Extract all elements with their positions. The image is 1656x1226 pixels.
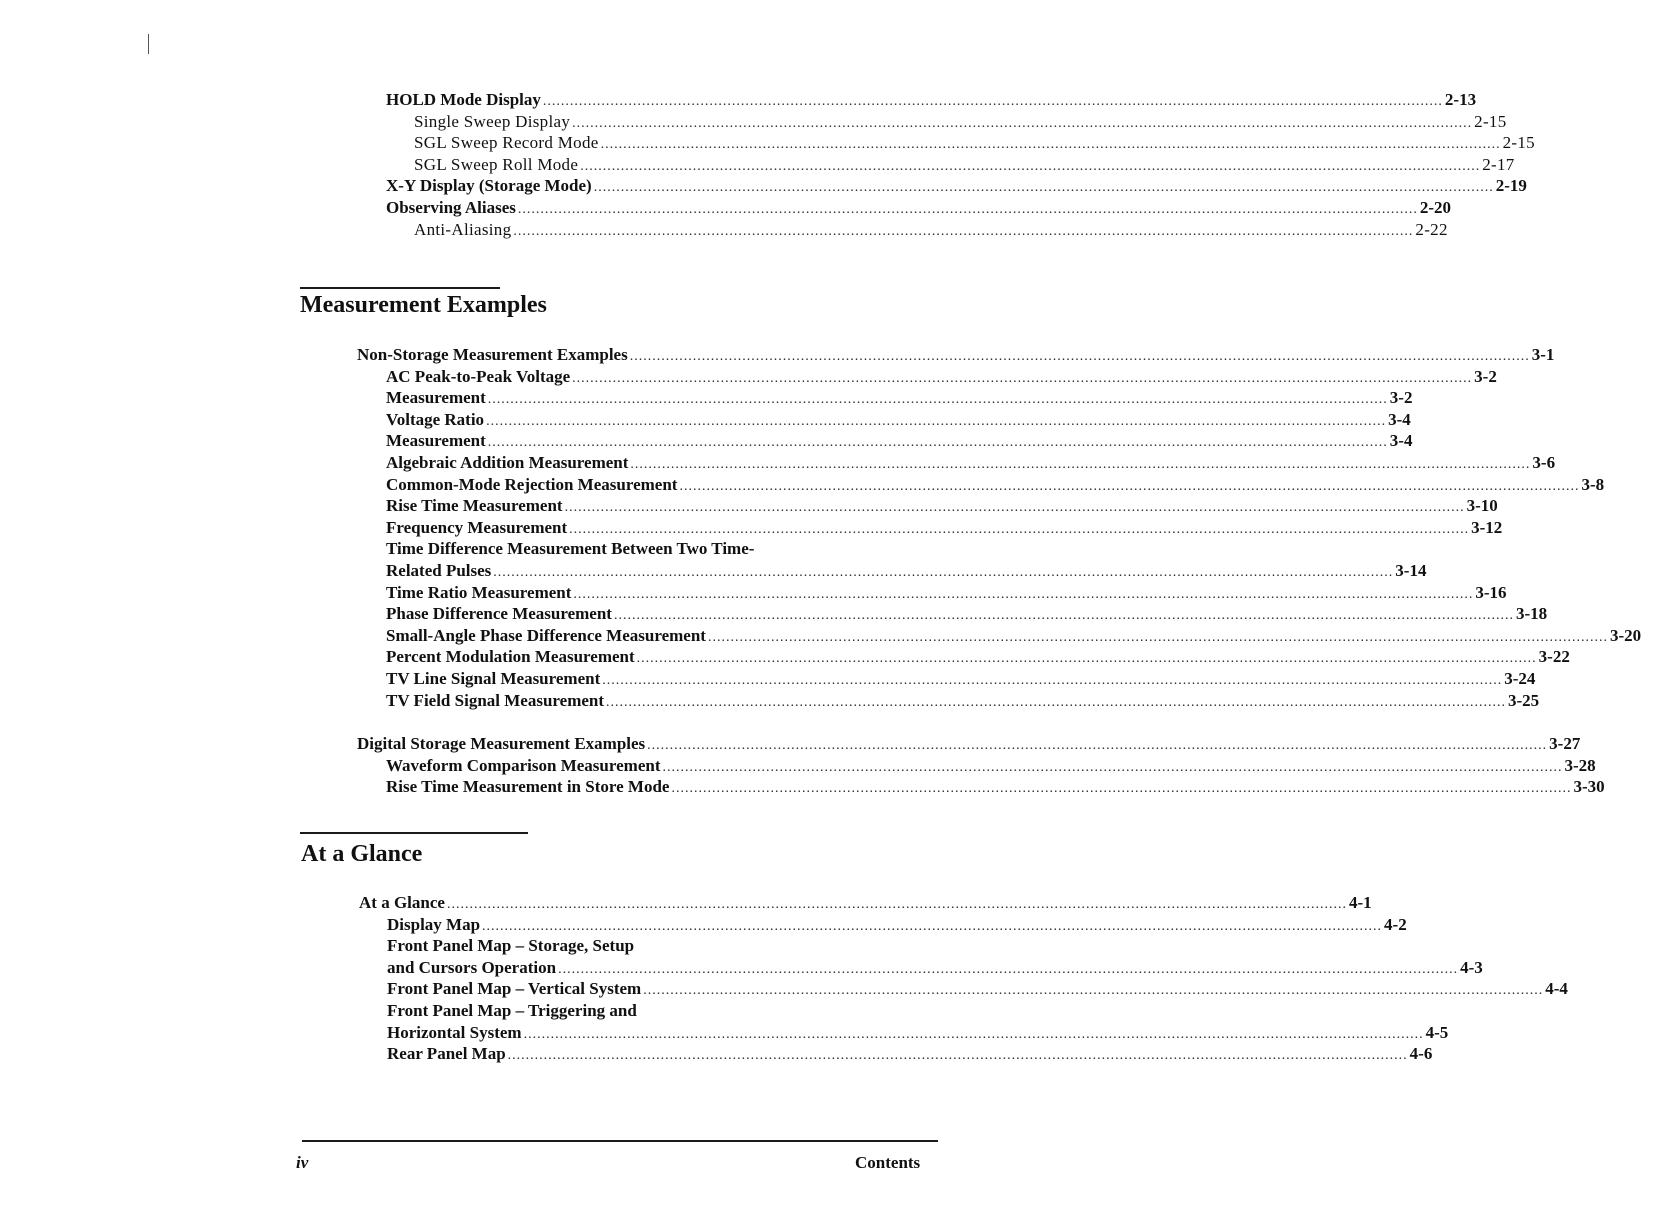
section-rule-measurement (300, 287, 500, 289)
toc-entry[interactable] (386, 132, 1535, 154)
toc-entry-title: SGL Sweep Record Mode (414, 133, 599, 153)
toc-entry-page: 4-5 (1425, 1022, 1449, 1042)
toc-entry-title: HOLD Mode Display (386, 90, 541, 109)
toc-entry[interactable] (359, 957, 1483, 979)
dot-leader: ........................................................................................................................................................................................................ (679, 478, 1580, 494)
dot-leader: ........................................................................................................................................................................................................ (564, 500, 1465, 516)
toc-entry-title: Non-Storage Measurement Examples (357, 345, 628, 364)
dot-leader: ........................................................................................................................................................................................................ (487, 392, 1388, 408)
toc-entry-title: At a Glance (359, 893, 445, 912)
toc-entry[interactable] (357, 560, 1427, 582)
toc-entry-title: Phase Difference Measurement (386, 604, 612, 624)
dot-leader: ........................................................................................................................................................................................................ (647, 738, 1548, 753)
footer-page-number: iv (296, 1153, 309, 1172)
dot-leader: ........................................................................................................................................................................................................ (493, 564, 1394, 580)
toc-entry[interactable] (357, 344, 1555, 366)
toc-entry[interactable] (386, 219, 1448, 241)
toc-entry[interactable] (359, 892, 1372, 914)
toc-entry-title: Single Sweep Display (414, 111, 571, 131)
toc-entry-title: Voltage Ratio (386, 409, 485, 429)
toc-entry-page: 4-1 (1348, 893, 1372, 912)
toc-entry-title: Horizontal System (387, 1022, 522, 1042)
toc-entry-page: 2-15 (1502, 133, 1535, 153)
toc-entry[interactable] (357, 690, 1540, 712)
toc-entry[interactable] (359, 978, 1568, 1000)
toc-entry-page: 3-4 (1388, 409, 1411, 429)
toc-entry-page: 2-17 (1482, 154, 1515, 174)
dot-leader: ........................................................................................................................................................................................................ (613, 608, 1514, 624)
toc-entry-title: Time Ratio Measurement (386, 582, 572, 602)
toc-entry-page: 4-3 (1460, 957, 1483, 977)
toc-entry-title: TV Field Signal Measurement (386, 690, 605, 710)
toc-entry[interactable] (359, 1000, 866, 1022)
dot-leader: ........................................................................................................................................................................................................ (486, 413, 1387, 429)
toc-entry-title: Front Panel Map – Triggering and (387, 1000, 637, 1020)
dot-leader: ........................................................................................................................................................................................................ (523, 1026, 1424, 1042)
toc-entry-page: 3-27 (1549, 734, 1581, 753)
toc-entry-page: 2-22 (1415, 219, 1448, 239)
toc-entry[interactable] (386, 111, 1507, 133)
toc-entry-page: 3-2 (1474, 366, 1497, 386)
toc-entry-title: Observing Aliases (386, 197, 516, 217)
toc-entry-title: Percent Modulation Measurement (386, 647, 635, 667)
toc-entry-title: Rise Time Measurement (386, 496, 563, 516)
toc-entry-page: 2-13 (1444, 90, 1477, 109)
toc-entry[interactable] (357, 776, 1605, 798)
toc-entry-page: 3-14 (1395, 560, 1427, 580)
footer-rule (302, 1140, 938, 1142)
toc-entry-page: 3-24 (1504, 668, 1536, 688)
toc-entry-page: 3-30 (1573, 777, 1605, 797)
toc-entry-page: 3-8 (1581, 474, 1605, 494)
toc-entry-title: Measurement (386, 388, 486, 408)
toc-entry-page: 3-18 (1515, 604, 1548, 624)
toc-entry[interactable] (357, 625, 1642, 647)
toc-entry-title: Related Pulses (386, 560, 492, 580)
toc-entry[interactable] (357, 387, 1413, 409)
toc-entry[interactable] (357, 538, 866, 560)
dot-leader: ........................................................................................................................................................................................................ (507, 1048, 1408, 1064)
dot-leader: ........................................................................................................................................................................................................ (573, 586, 1474, 602)
dot-leader: ........................................................................................................................................................................................................ (569, 521, 1470, 537)
dot-leader: ........................................................................................................................................................................................................ (572, 115, 1473, 131)
toc-entry-page: 2-15 (1474, 111, 1507, 131)
toc-measurement-digital (357, 733, 1605, 798)
toc-entry-page: 2-20 (1419, 197, 1452, 217)
toc-entry-title: Measurement (386, 431, 486, 451)
toc-entry-title: Front Panel Map – Storage, Setup (387, 936, 635, 956)
dot-leader: ........................................................................................................................................................................................................ (662, 759, 1563, 775)
section-rule-glance (300, 832, 528, 834)
toc-entry[interactable] (357, 668, 1536, 690)
toc-entry-title: Time Difference Measurement Between Two Time- (386, 539, 755, 559)
section-heading-measurement: Measurement Examples (300, 292, 547, 318)
toc-top-block (386, 89, 1535, 240)
footer-section-name: Contents (855, 1153, 921, 1172)
toc-entry[interactable] (359, 935, 866, 957)
toc-entry-page: 3-25 (1508, 690, 1540, 710)
toc-entry-page: 3-20 (1609, 625, 1642, 645)
toc-entry-page: 3-2 (1389, 388, 1413, 408)
dot-leader: ........................................................................................................................................................................................................ (636, 651, 1537, 667)
dot-leader: ........................................................................................................................................................................................................ (671, 781, 1572, 797)
dot-leader: ........................................................................................................................................................................................................ (572, 370, 1473, 386)
toc-entry-title: Display Map (387, 914, 481, 934)
toc-entry[interactable] (386, 175, 1527, 197)
dot-leader: ........................................................................................................................................................................................................ (593, 180, 1494, 196)
toc-entry-title: AC Peak-to-Peak Voltage (386, 366, 571, 386)
toc-entry-page: 2-19 (1495, 176, 1527, 196)
toc-entry-page: 3-22 (1538, 647, 1570, 667)
toc-entry-title: Algebraic Addition Measurement (386, 452, 629, 472)
dot-leader: ........................................................................................................................................................................................................ (630, 456, 1531, 472)
toc-entry-title: Frequency Measurement (386, 517, 568, 537)
toc-entry[interactable] (386, 154, 1515, 176)
toc-entry[interactable] (357, 582, 1507, 604)
toc-entry[interactable] (357, 430, 1413, 452)
toc-entry-page: 3-4 (1389, 431, 1413, 451)
toc-entry-title: Small-Angle Phase Difference Measurement (386, 625, 706, 645)
toc-entry-page: 3-28 (1564, 755, 1596, 775)
toc-entry[interactable] (357, 733, 1581, 755)
toc-entry[interactable] (357, 474, 1605, 496)
dot-leader: ........................................................................................................................................................................................................ (602, 672, 1503, 688)
toc-entry-page: 3-6 (1532, 452, 1556, 472)
toc-entry-page: 3-16 (1475, 582, 1507, 602)
toc-entry[interactable] (357, 366, 1497, 388)
toc-entry[interactable] (359, 1043, 1433, 1065)
toc-entry[interactable] (357, 646, 1570, 668)
toc-entry-title: Digital Storage Measurement Examples (357, 734, 646, 753)
toc-entry[interactable] (359, 1022, 1449, 1044)
toc-entry-page: 4-6 (1409, 1044, 1433, 1064)
toc-entry-title: Front Panel Map – Vertical System (387, 979, 642, 999)
toc-entry-title: TV Line Signal Measurement (386, 668, 601, 688)
dot-leader: ........................................................................................................................................................................................................ (600, 137, 1501, 153)
toc-entry[interactable] (357, 603, 1548, 625)
dot-leader: ........................................................................................................................................................................................................ (487, 435, 1388, 451)
dot-leader: ........................................................................................................................................................................................................ (542, 94, 1443, 109)
toc-entry-page: 3-10 (1466, 496, 1498, 516)
toc-entry-page: 4-4 (1545, 979, 1568, 999)
toc-glance (359, 892, 1568, 1065)
toc-entry-title: X-Y Display (Storage Mode) (386, 176, 592, 196)
toc-entry[interactable] (359, 914, 1407, 936)
toc-entry-title: Anti-Aliasing (414, 219, 512, 239)
toc-entry-title: and Cursors Operation (387, 957, 557, 977)
toc-measurement-nonstorage (357, 344, 1642, 711)
toc-entry[interactable] (357, 495, 1498, 517)
toc-entry[interactable] (357, 409, 1411, 431)
toc-entry-page: 3-12 (1471, 517, 1503, 537)
toc-entry-title: SGL Sweep Roll Mode (414, 154, 579, 174)
toc-entry-title: Rear Panel Map (387, 1044, 506, 1064)
toc-entry-page: 4-2 (1384, 914, 1407, 934)
dot-leader: ........................................................................................................................................................................................................ (558, 961, 1459, 977)
dot-leader: ........................................................................................................................................................................................................ (643, 983, 1544, 999)
toc-entry-title: Rise Time Measurement in Store Mode (386, 777, 670, 797)
dot-leader: ........................................................................................................................................................................................................ (629, 349, 1530, 364)
dot-leader: ........................................................................................................................................................................................................ (517, 201, 1418, 217)
dot-leader: ........................................................................................................................................................................................................ (482, 918, 1383, 934)
dot-leader: ........................................................................................................................................................................................................ (446, 897, 1347, 912)
toc-entry-title: Waveform Comparison Measurement (386, 755, 661, 775)
dot-leader: ........................................................................................................................................................................................................ (580, 158, 1481, 174)
dot-leader: ........................................................................................................................................................................................................ (606, 694, 1507, 710)
toc-entry-page: 3-1 (1531, 345, 1555, 364)
section-heading-glance: At a Glance (301, 841, 423, 867)
toc-entry-title: Common-Mode Rejection Measurement (386, 474, 678, 494)
dot-leader: ........................................................................................................................................................................................................ (513, 223, 1414, 239)
margin-mark (148, 34, 149, 54)
toc-entry[interactable] (357, 755, 1596, 777)
dot-leader: ........................................................................................................................................................................................................ (707, 629, 1608, 645)
toc-entry[interactable] (357, 452, 1556, 474)
toc-entry[interactable] (386, 89, 1477, 111)
toc-entry[interactable] (357, 517, 1503, 539)
toc-entry[interactable] (386, 197, 1452, 219)
